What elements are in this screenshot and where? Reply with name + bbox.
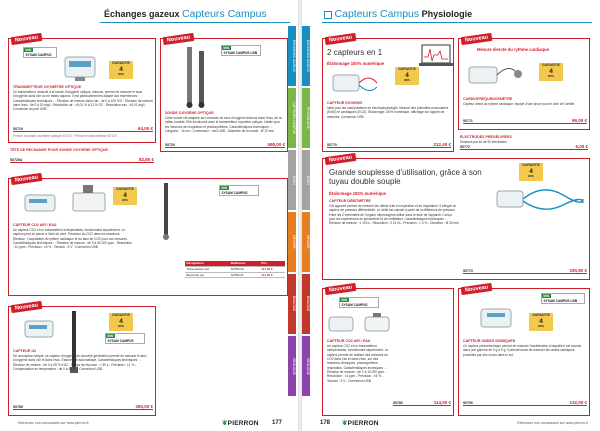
compat-badge (219, 185, 259, 196)
nouveau-badge: Nouveau (163, 33, 195, 45)
seismic-sensor-image (477, 303, 521, 333)
compat-text: SYSAM CAMPUS USB (223, 50, 258, 55)
guarantee-years: 4 (119, 317, 123, 325)
side-tab[interactable]: PHYSIOLOGIE (302, 88, 310, 148)
compat-badge (339, 297, 379, 308)
guarantee-badge (395, 67, 419, 85)
side-tab[interactable]: ÉCHANGES GAZEUX (288, 26, 296, 86)
compat-text: SYSAM CAMPUS (341, 302, 368, 307)
left-footer-web[interactable]: Retrouvez nos nouveautés sur www.pierron.fr (18, 421, 89, 425)
guarantee-label: GARANTIE (116, 187, 134, 191)
nouveau-badge: Nouveau (325, 153, 357, 165)
product-cardiofrequencemetre[interactable] (458, 34, 590, 130)
transmitter-image (61, 51, 101, 83)
left-page-number: 177 (272, 420, 283, 426)
left-header-category: Échanges gazeux (104, 9, 180, 19)
right-logo (342, 419, 379, 427)
product-price[interactable]: 96,00 € (571, 117, 587, 123)
side-tab[interactable]: MESURE (302, 212, 310, 272)
product-capteur-co2-air-eau[interactable] (322, 284, 454, 416)
left-page-header (104, 8, 267, 20)
product-capteur-ondes-sismiques[interactable] (458, 284, 590, 416)
product-ref: S0785 (13, 404, 23, 409)
laptop-image (419, 43, 453, 69)
product-description: Cet appareil permet de mesurer les débits d'air en expiration et en inspiration. Il intègre un capteur de pression différentielle. Le débit est calculé à partir de la différence de pression entre les 2 extrémités de l'organe déprimogène utilisé dans le tube de l'appareil. Conçu pour les expériences de spirométrie et de ventilation. Caractéristiques techniques : - Étendue de mesure : ± 10 l/s - Résolution : 0,01 l/s - Précision : ± 3 % - Diamètre : Ø 30 mm (329, 204, 459, 226)
side-tab[interactable]: ÉCHANGES GAZEUX (302, 26, 310, 86)
guarantee-unit: ans (404, 77, 410, 82)
product-title: CAPTEUR O2 (13, 349, 37, 353)
product-description: Ce transmetteur, associé à la sonde d'oxygène optique, dissous, permet de mesurer le taux d'oxygène dans l'air ou en milieu aqueux. Il est particulièrement adapté aux expériences : Caractéristiques techniques : - Étendue de mesure dans l'air : de 0 à 100 %O - Étendue de mesure dans l'eau : de 0 à 20 mg/l - Résolution air : ±0,01 % à 21 % O2 - Résolution eau : ±0,01 mg/l - Connexion au port USB (13, 90, 153, 112)
left-logo (222, 419, 259, 427)
nouveau-badge: Nouveau (325, 283, 357, 295)
price-row (327, 143, 451, 148)
guarantee-unit: ans (528, 173, 534, 178)
right-page-header (324, 8, 472, 20)
guarantee-label: GARANTIE (398, 67, 416, 71)
product-tete-rechange[interactable] (8, 146, 156, 168)
compat-badge (23, 47, 57, 58)
info-label: Info (341, 298, 348, 302)
table-header: Prix (260, 261, 285, 266)
guarantee-label: GARANTIE (112, 61, 130, 65)
side-tab[interactable]: BIOLOGIE (302, 274, 310, 334)
guarantee-years: 4 (405, 71, 409, 79)
table-cell: 114,00 € (260, 266, 285, 272)
nouveau-badge: Nouveau (11, 301, 43, 313)
product-ref: S0719 (13, 126, 23, 131)
product-title: TÊTE DE RECHANGE POUR SONDE OXYGÈNE OPTIQUE (10, 148, 108, 152)
product-note: Prévoir la sonde oxymètre optique S0720 · Prévoir le transmetteur S0720 (13, 134, 117, 138)
side-tab[interactable]: BIOLOGIE (288, 274, 296, 334)
product-price[interactable]: 114,00 € (433, 399, 451, 405)
product-price[interactable]: 360,00 € (135, 403, 153, 409)
table-header: Désignation (185, 261, 229, 266)
product-subhead: Mesure directe du rythme cardiaque (477, 47, 549, 52)
price-row (460, 145, 588, 150)
product-transmetteur-oxymetre[interactable] (8, 34, 156, 143)
side-tab[interactable]: GÉOLOGIE (302, 336, 310, 396)
side-tab[interactable]: EXAO (288, 150, 296, 210)
left-page (0, 0, 298, 431)
product-ref: S0772 (460, 144, 470, 149)
table-row[interactable] (185, 272, 285, 278)
price-row (463, 269, 587, 274)
product-description: Cette sonde est adaptée aux mesures du taux d'oxygène dissous dans l'eau, air ou milieu humide. Elle fonctionne avec le transmetteur oxymètre optique. Idéale pour les mesures de respiration et photosynthèse. Caractéristiques techniques : - Longueur : 16 cm - Connecteur : mini USB - Diamètre de la sonde : Ø 12 mm (165, 116, 283, 133)
guarantee-years: 4 (529, 167, 533, 175)
right-page (302, 0, 600, 431)
probe-image (177, 45, 217, 109)
product-price[interactable]: 64,00 € (137, 125, 153, 131)
price-row (13, 405, 153, 410)
leaf-icon: ❦ (342, 420, 348, 427)
product-ref: S0720A (10, 157, 23, 162)
product-headline: Grande souplesse d'utilisation, grâce à son tuyau double souple (329, 168, 482, 186)
product-description: Idéal pour les manipulations en électrophysiologie. Mesure des potentiels musculaires (EMG) et cardiaques (ECG). Étalonnage 100% numérique, affichage sur logiciel de mesures. Connexion USB. (327, 106, 449, 119)
guarantee-years: 4 (539, 317, 543, 325)
table-cell: Électrode pH (185, 272, 229, 278)
o2-sensor-image (23, 315, 59, 343)
product-price[interactable]: 82,80 € (138, 156, 154, 162)
guarantee-unit: ans (122, 197, 128, 202)
compat-badge (541, 293, 585, 304)
side-tab[interactable]: EXAO (302, 150, 310, 210)
product-price[interactable]: 598,00 € (267, 141, 285, 147)
compat-text: SYSAM CAMPUS USB (543, 298, 578, 303)
info-label: Info (543, 294, 550, 298)
product-title: CAPTEUR DÉBITMÈTRE (329, 199, 371, 203)
nouveau-badge: Nouveau (461, 283, 493, 295)
product-subhead: Étalonnage 100% numérique (329, 191, 387, 196)
price-row (10, 158, 154, 163)
table-cell: Transmetteur pH (185, 266, 229, 272)
side-tab[interactable]: GÉOLOGIE (288, 336, 296, 396)
product-description: Capteur direct du rythme cardiaque, équipé d'une pince pour le lobe de l'oreille. (463, 102, 575, 106)
guarantee-years: 4 (123, 191, 127, 199)
compat-text: SYSAM CAMPUS (221, 190, 248, 195)
guarantee-years: 4 (119, 65, 123, 73)
side-tab[interactable]: CAPTEURS CAMPUS (288, 88, 296, 148)
price-table (185, 261, 285, 278)
price-row (463, 401, 587, 406)
logo-text: PIERRON (227, 420, 259, 427)
co2-probe-image (69, 183, 109, 217)
product-price[interactable]: 6,00 € (575, 143, 588, 149)
nouveau-badge: Nouveau (11, 173, 43, 185)
right-header-category: Physiologie (421, 9, 473, 19)
guarantee-badge (539, 63, 563, 81)
nouveau-badge: Nouveau (461, 33, 493, 45)
guarantee-unit: ans (548, 73, 554, 78)
compat-text: SYSAM CAMPUS (25, 52, 52, 57)
product-capteur-ecg-emg[interactable] (322, 34, 454, 152)
product-description: Un capteur CO2 et un transmetteur indépendants, fonctionnant séparément. Le capteur peut se placer à l'abri du vent. Précision du CO2 dans les réactions. Étendue : l'acquisition du rythme cardiaque et du taux de CO2 pour vos mesures. Caractéristiques techniques : - Étendue de mesure : de 0 à 50 000 ppm - Résolution : 10 ppm - Précision : ±5 % - Tension : 5 V - Connexion USB (13, 228, 132, 250)
info-label: Info (107, 334, 114, 338)
product-ref: S0790 (463, 400, 473, 405)
product-ref: S0773 (463, 268, 473, 273)
product-ref: S0770 (327, 142, 337, 147)
price-row (393, 401, 451, 406)
product-title: ÉLECTRODES PRÉGÉLIFIÉES (460, 135, 512, 139)
info-label: Info (223, 46, 230, 50)
info-label: Info (25, 48, 32, 52)
heart-sensor-image (465, 57, 525, 93)
product-title: CAPTEUR CO2 AIR / EAU (13, 223, 57, 227)
nouveau-badge: Nouveau (11, 33, 43, 45)
side-tab[interactable]: MESURE (288, 212, 296, 272)
price-row (13, 127, 153, 132)
table-header: Référence (229, 261, 259, 266)
right-side-tabs (302, 26, 312, 406)
product-capteur-debitmetre[interactable] (322, 154, 590, 280)
left-header-rule (100, 22, 290, 23)
product-title: TRANSMETTEUR OXYMÈTRE OPTIQUE (13, 85, 82, 89)
guarantee-badge (519, 163, 543, 181)
product-description: Un capteur CO2 et un transmetteur indépendants, fonctionnant séparément. Le capteur permet de réaliser des mesures du CO2 dans l'air et dans l'eau, sur des réactions chimiques, photosynthèse, respiration. Caractéristiques techniques : - Étendue de mesure : de 0 à 10 000 ppm - Résolution : ±1 ppm - Précision : ±5 % - Tension : 5 V - Connexion USB (327, 344, 389, 383)
product-title: CARDIOFRÉQUENCEMÈTRE (463, 97, 513, 101)
co2-sensor-image (327, 313, 357, 335)
table-cell: 114,00 € (260, 272, 285, 278)
product-title: CAPTEUR ECG/EMG (327, 101, 363, 105)
co2-probe-image (363, 313, 393, 335)
product-price[interactable]: 190,80 € (569, 267, 587, 273)
ecg-sensor-image (329, 69, 379, 99)
right-header-rule (322, 22, 592, 23)
guarantee-badge (113, 187, 137, 205)
guarantee-label: GARANTIE (112, 313, 130, 317)
flowmeter-image (493, 181, 587, 221)
product-title: CAPTEUR ONDES SISMIQUES (463, 339, 516, 343)
product-title: SONDE OXYGÈNE OPTIQUE (165, 111, 214, 115)
table-cell: S0780.20 (229, 266, 259, 272)
product-capteur-o2[interactable] (8, 302, 156, 416)
price-row (165, 143, 285, 148)
product-price[interactable]: 212,40 € (433, 141, 451, 147)
product-electrodes[interactable] (458, 134, 590, 154)
product-ref: S0780 (393, 400, 403, 405)
product-description: Ce capteur piézoélectrique permet de mesurer l'accélération à laquelle il est soumis dans une gamme de 0 g à 5 g. Il permet aussi de mesurer les ondes sismiques produites par des chocs dans le sol. (463, 344, 582, 357)
guarantee-label: GARANTIE (542, 63, 560, 67)
right-footer-web[interactable]: Retrouvez nos nouveautés sur www.pierron.fr (517, 421, 588, 425)
left-side-tabs (288, 26, 298, 406)
guarantee-unit: ans (538, 323, 544, 328)
product-description: Vendues par lot de 50 électrodes. (460, 140, 508, 144)
product-subhead: Étalonnage 100% numérique (327, 61, 385, 66)
guarantee-label: GARANTIE (522, 163, 540, 167)
guarantee-badge (109, 313, 133, 331)
section-icon (324, 11, 332, 19)
co2-sensor-image (23, 187, 63, 217)
electrode-image (159, 181, 173, 241)
product-price[interactable]: 132,00 € (569, 399, 587, 405)
product-ref: S0720 (165, 142, 175, 147)
product-capteur-co2[interactable] (8, 174, 288, 296)
compat-text: SYSAM CAMPUS (107, 338, 134, 343)
guarantee-years: 4 (549, 67, 553, 75)
guarantee-label: GARANTIE (532, 313, 550, 317)
guarantee-unit: ans (118, 323, 124, 328)
guarantee-badge (529, 313, 553, 331)
compat-badge (105, 333, 145, 344)
leaf-icon: ❦ (222, 420, 228, 427)
product-headline: 2 capteurs en 1 (327, 48, 383, 57)
guarantee-unit: ans (118, 71, 124, 76)
left-header-section: Capteurs Campus (182, 8, 267, 20)
compat-badge (221, 45, 261, 56)
right-page-number: 178 (320, 420, 331, 426)
right-header-section: Capteurs Campus (334, 8, 420, 20)
price-row (463, 119, 587, 124)
product-ref: S0771 (463, 118, 473, 123)
info-label: Info (221, 186, 228, 190)
product-title: CAPTEUR CO2 AIR / EAU (327, 339, 371, 343)
table-cell: S0780.21 (229, 272, 259, 278)
product-description: De conception simple, ce capteur d'oxygène de nouvelle génération permet de mesurer le taux d'oxygène dans l'air et dans l'eau. Étalonnage automatique. Caractéristiques techniques : - Étendue de mesure : de 0 à 25 % d'O2 - Temps de réponse : < 30 s - Précision : ±1 % - Compensation en température : de 0 à 40 °C - Connexion USB (13, 354, 147, 371)
product-sonde-oxygene[interactable] (160, 34, 288, 152)
guarantee-badge (109, 61, 133, 79)
nouveau-badge: Nouveau (325, 33, 357, 45)
logo-text: PIERRON (347, 420, 379, 427)
